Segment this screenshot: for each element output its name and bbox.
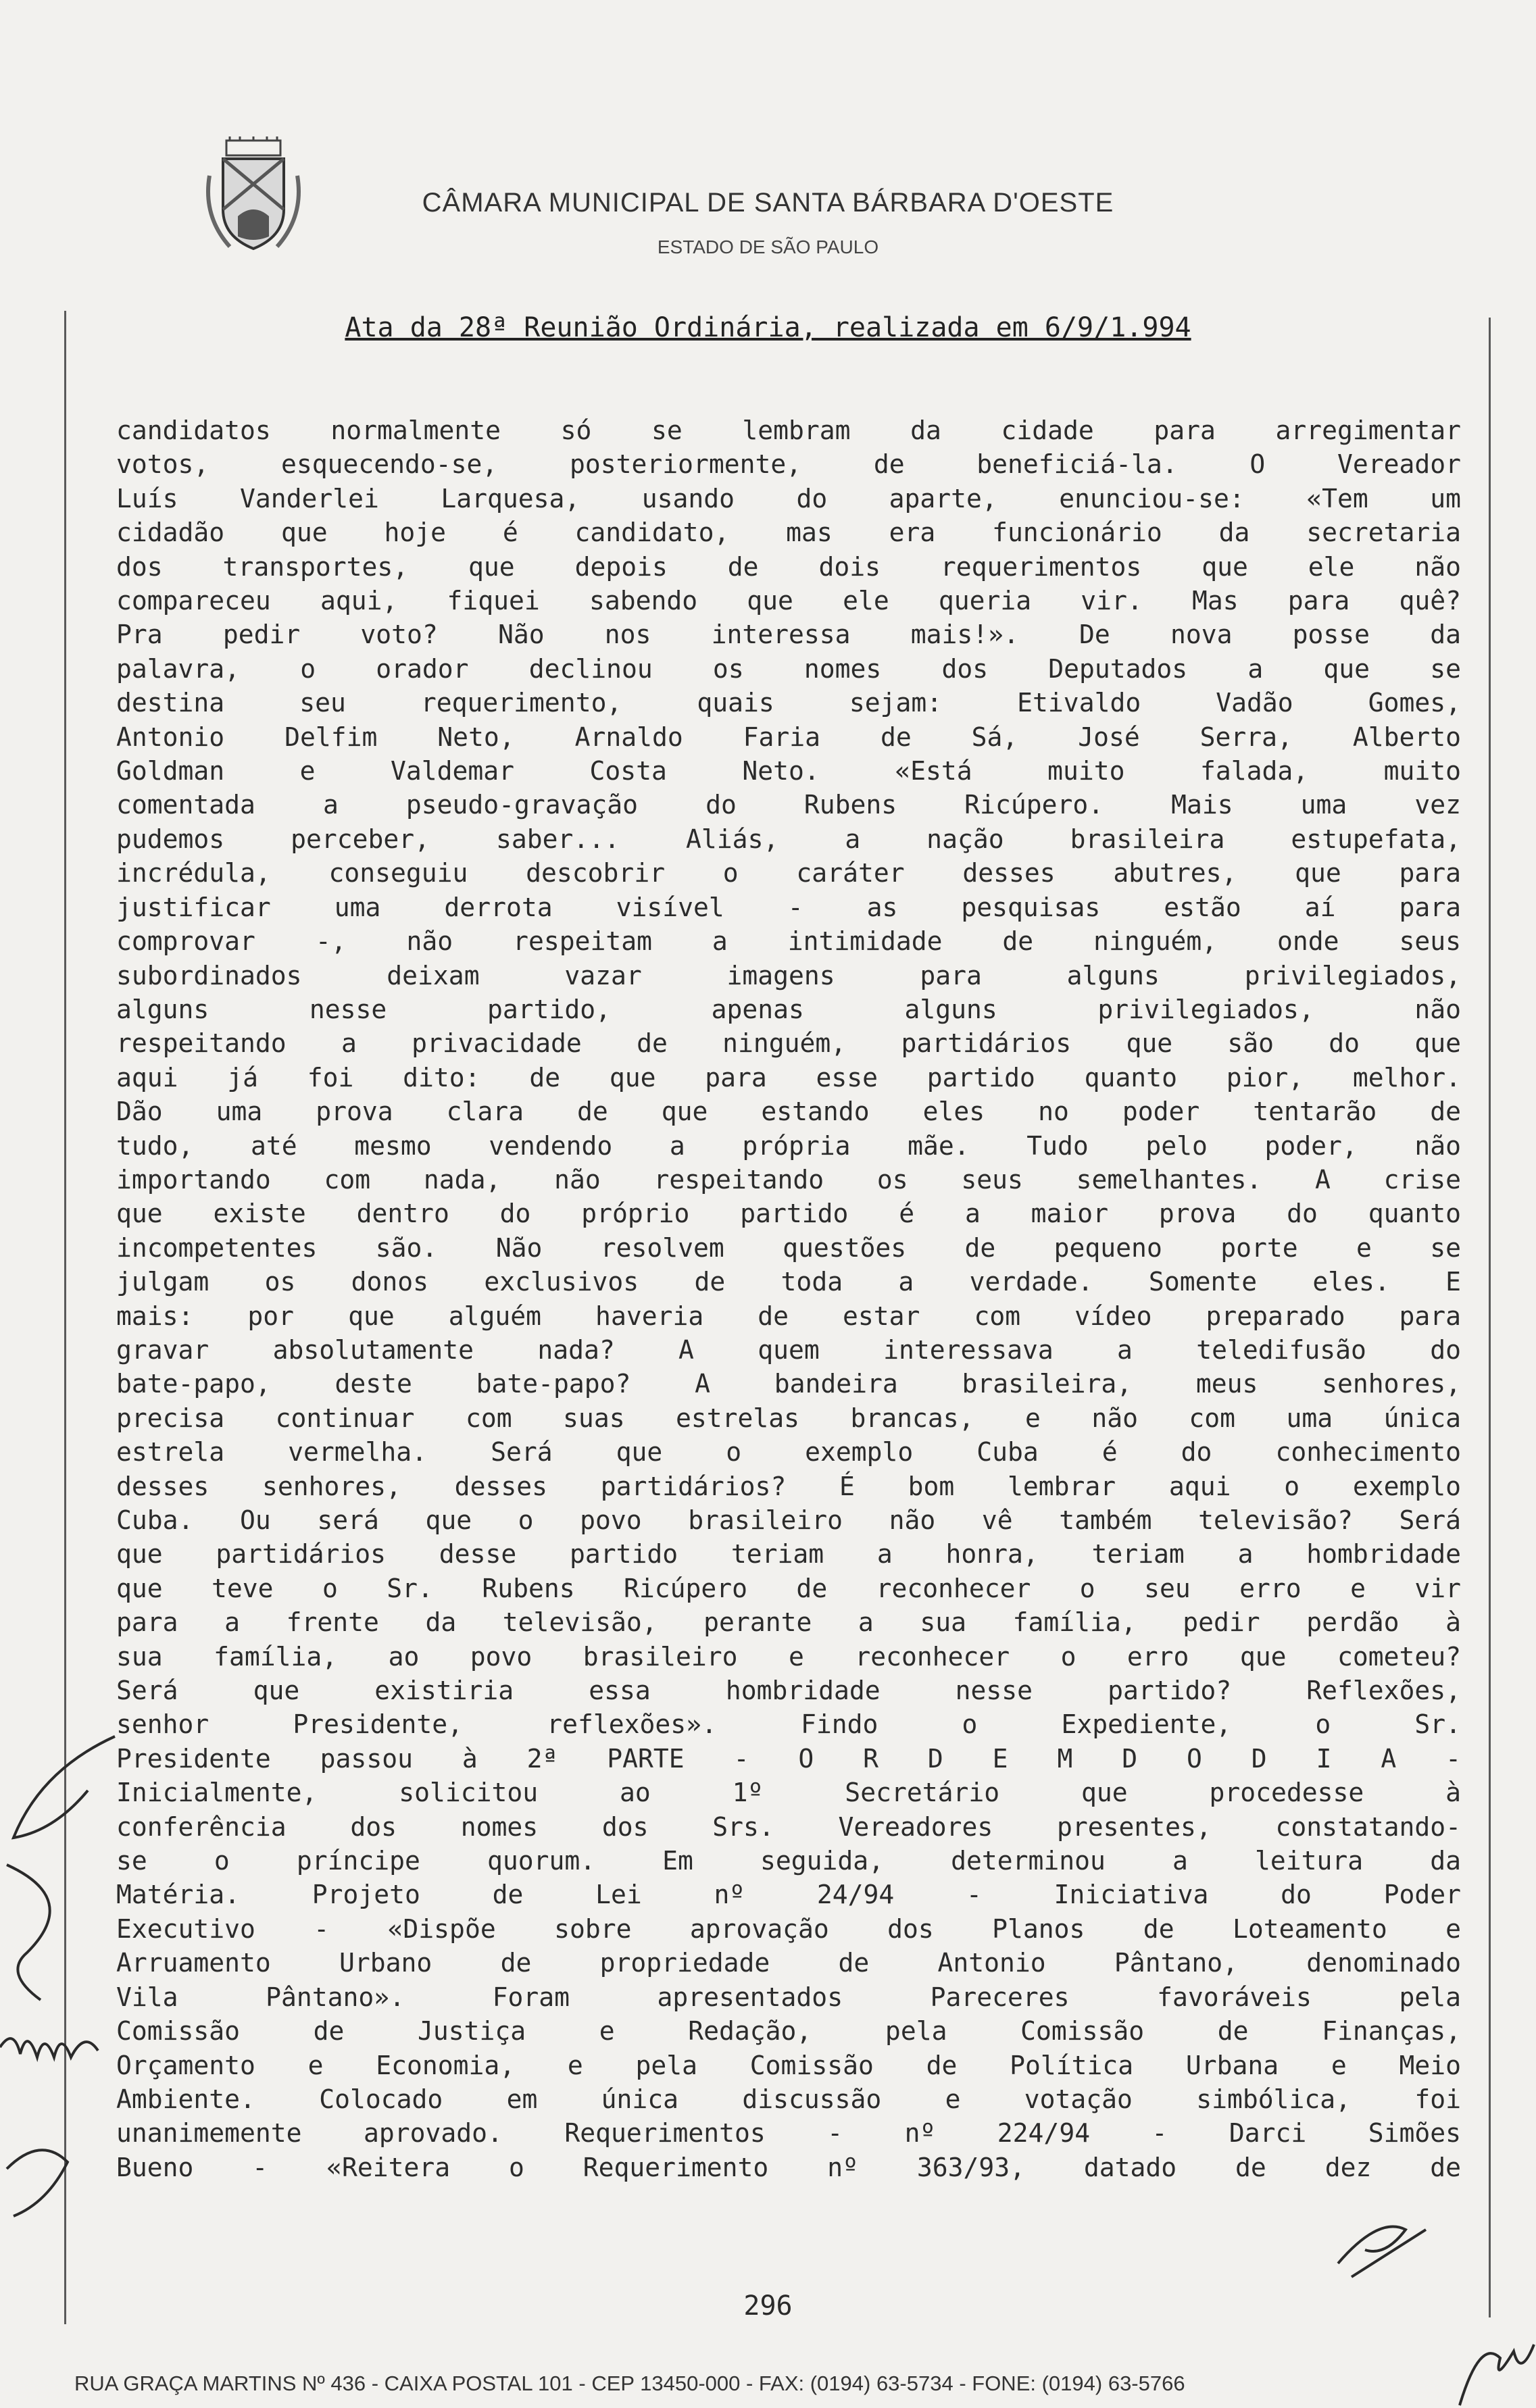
text-line: senhor Presidente, reflexões». Findo o Expediente, o Sr.: [116, 1709, 1461, 1740]
text-line: pudemos perceber, saber... Aliás, a nação brasileira estupefata,: [116, 824, 1461, 854]
text-line: unanimemente aprovado. Requerimentos - nº 224/94 - Darci Simões: [116, 2118, 1461, 2149]
text-line: Inicialmente, solicitou ao 1º Secretário que procedesse à: [116, 1778, 1461, 1808]
margin-signatures-right: [1324, 2189, 1536, 2408]
right-margin-line: [1489, 318, 1491, 2317]
text-line: Dão uma prova clara de que estando eles no poder tentarão de: [116, 1097, 1461, 1127]
margin-signatures-left: [0, 1730, 135, 2270]
text-line: dos transportes, que depois de dois requerimentos que ele não: [116, 551, 1461, 582]
footer-address: RUA GRAÇA MARTINS Nº 436 - CAIXA POSTAL 101 - CEP 13450-000 - FAX: (0194) 63-5734 - FONE: (0194) 63-5766: [74, 2372, 1185, 2395]
text-line: para a frente da televisão, perante a sua família, pedir perdão à: [116, 1607, 1461, 1638]
text-line: que partidários desse partido teriam a honra, teriam a hombridade: [116, 1539, 1461, 1570]
text-line: Vila Pântano». Foram apresentados Pareceres favoráveis pela: [116, 1982, 1461, 2012]
text-line: conferência dos nomes dos Srs. Vereadores presentes, constatando-: [116, 1811, 1461, 1842]
text-line: Goldman e Valdemar Costa Neto. «Está muito falada, muito: [116, 756, 1461, 786]
text-line: estrela vermelha. Será que o exemplo Cuba é do conhecimento: [116, 1437, 1461, 1468]
page-number: 296: [743, 2290, 793, 2322]
document-title: Ata da 28ª Reunião Ordinária, realizada em 6/9/1.994: [345, 312, 1191, 343]
text-line: mais: por que alguém haveria de estar com vídeo preparado para: [116, 1301, 1461, 1331]
text-line: Ambiente. Colocado em única discussão e votação simbólica, foi: [116, 2084, 1461, 2114]
text-line: bate-papo, deste bate-papo? A bandeira brasileira, meus senhores,: [116, 1369, 1461, 1399]
text-line: desses senhores, desses partidários? É bom lembrar aqui o exemplo: [116, 1471, 1461, 1501]
text-line: sua família, ao povo brasileiro e reconhecer o erro que cometeu?: [116, 1641, 1461, 1672]
text-line: Presidente passou à 2ª PARTE - O R D E M D O D I A -: [116, 1743, 1461, 1774]
text-line: respeitando a privacidade de ninguém, partidários que são do que: [116, 1028, 1461, 1059]
text-line: Antonio Delfim Neto, Arnaldo Faria de Sá, José Serra, Alberto: [116, 722, 1461, 752]
text-line: compareceu aqui, fiquei sabendo que ele queria vir. Mas para quê?: [116, 586, 1461, 616]
text-line: incrédula, conseguiu descobrir o caráter desses abutres, que para: [116, 858, 1461, 888]
state-name: ESTADO DE SÃO PAULO: [657, 236, 879, 257]
text-line: comprovar -, não respeitam a intimidade de ninguém, onde seus: [116, 926, 1461, 957]
text-line: gravar absolutamente nada? A quem interessava a teledifusão do: [116, 1334, 1461, 1365]
text-line: julgam os donos exclusivos de toda a verdade. Somente eles. E: [116, 1267, 1461, 1297]
text-line: Executivo - «Dispõe sobre aprovação dos Planos de Loteamento e: [116, 1913, 1461, 1944]
text-line: Arruamento Urbano de propriedade de Antonio Pântano, denominado: [116, 1948, 1461, 1978]
text-line: subordinados deixam vazar imagens para alguns privilegiados,: [116, 960, 1461, 990]
text-line: Matéria. Projeto de Lei nº 24/94 - Iniciativa do Poder: [116, 1880, 1461, 1910]
text-line: Será que existiria essa hombridade nesse partido? Reflexões,: [116, 1676, 1461, 1706]
text-line: votos, esquecendo-se, posteriormente, de beneficiá-la. O Vereador: [116, 449, 1461, 480]
text-line: Cuba. Ou será que o povo brasileiro não vê também televisão? Será: [116, 1505, 1461, 1535]
text-line: tudo, até mesmo vendendo a própria mãe. Tudo pelo poder, não: [116, 1130, 1461, 1161]
text-line: Bueno - «Reitera o Requerimento nº 363/93, datado de dez de: [116, 2152, 1461, 2182]
text-line: candidatos normalmente só se lembram da cidade para arregimentar: [116, 416, 1461, 445]
institution-name: CÂMARA MUNICIPAL DE SANTA BÁRBARA D'OESTE: [422, 188, 1114, 218]
text-line: aqui já foi dito: de que para esse partido quanto pior, melhor.: [116, 1062, 1461, 1093]
text-line: Pra pedir voto? Não nos interessa mais!». De nova posse da: [116, 620, 1461, 650]
text-line: destina seu requerimento, quais sejam: Etivaldo Vadão Gomes,: [116, 688, 1461, 718]
text-line: cidadão que hoje é candidato, mas era funcionário da secretaria: [116, 518, 1461, 548]
text-line: precisa continuar com suas estrelas brancas, e não com uma única: [116, 1403, 1461, 1433]
text-line: comentada a pseudo-gravação do Rubens Ricúpero. Mais uma vez: [116, 790, 1461, 820]
text-line: importando com nada, não respeitando os seus semelhantes. A crise: [116, 1164, 1461, 1195]
text-line: que existe dentro do próprio partido é a maior prova do quanto: [116, 1199, 1461, 1229]
text-line: palavra, o orador declinou os nomes dos Deputados a que se: [116, 653, 1461, 684]
text-line: incompetentes são. Não resolvem questões de pequeno porte e se: [116, 1232, 1461, 1263]
text-line: que teve o Sr. Rubens Ricúpero de reconhecer o seu erro e vir: [116, 1573, 1461, 1603]
text-line: alguns nesse partido, apenas alguns privilegiados, não: [116, 994, 1461, 1024]
minutes-body-text: [116, 413, 1461, 2184]
text-line: justificar uma derrota visível - as pesquisas estão aí para: [116, 892, 1461, 922]
text-line: Comissão de Justiça e Redação, pela Comissão de Finanças,: [116, 2016, 1461, 2047]
text-line: se o príncipe quorum. Em seguida, determinou a leitura da: [116, 1846, 1461, 1876]
text-line: Orçamento e Economia, e pela Comissão de Política Urbana e Meio: [116, 2050, 1461, 2080]
text-line: Luís Vanderlei Larquesa, usando do aparte, enunciou-se: «Tem um: [116, 483, 1461, 513]
